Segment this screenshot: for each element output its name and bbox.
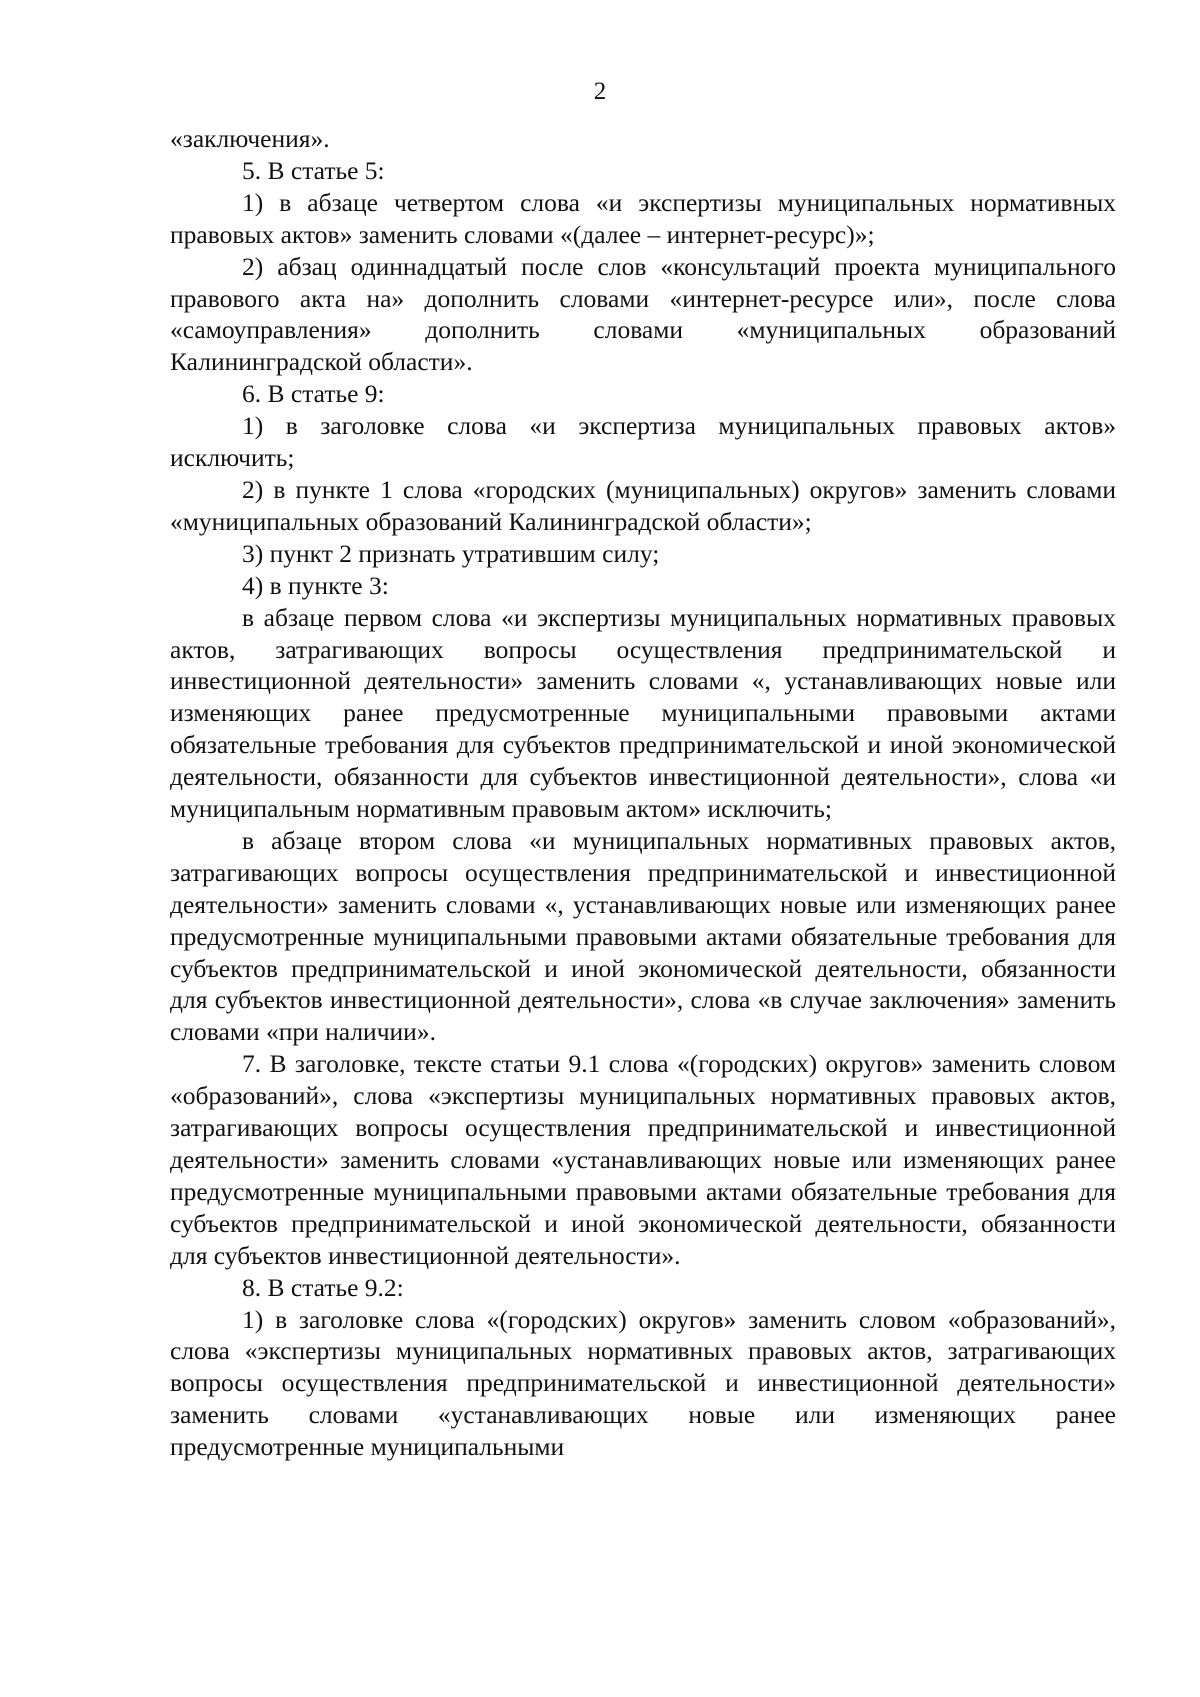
paragraph: 8. В статье 9.2: (242, 1272, 404, 1302)
page-number: 2 (593, 78, 607, 105)
paragraph: 1) в абзаце четвертом слова «и экспертизы муниципальных нормативных правовых актов» заменить словами «(далее – интернет-ресурс)»; (170, 187, 1116, 249)
paragraph: 4) в пункте 3: (242, 570, 389, 600)
paragraph: 2) в пункте 1 слова «городских (муниципальных) округов» заменить словами «муниципальных образований Калининградской области»; (170, 474, 1116, 536)
paragraph: 7. В заголовке, тексте статьи 9.1 слова «(городских) округов» заменить словом «образований», слова «экспертизы муниципальных нормативных правовых актов, затрагивающих вопросы осуществления предпринимательской и инвестиционной деятельности» заменить словами «устанавливающих новые или изменяющих ранее предусмотренные муниципальными правовыми актами обязательные требования для субъектов предпринимательской и иной экономической деятельности, обязанности для субъектов инвестиционной деятельности». (170, 1049, 1116, 1270)
paragraph: 2) абзац одиннадцатый после слов «консультаций проекта муниципального правового акта на» дополнить словами «интернет-ресурсе или», после слова «самоуправления» дополнить словами «муниципальных образований Калининградской области». (170, 251, 1116, 377)
paragraph: 3) пункт 2 признать утратившим силу; (242, 538, 660, 568)
document-body (170, 123, 1116, 1463)
paragraph: в абзаце первом слова «и экспертизы муниципальных нормативных правовых актов, затрагивающих вопросы осуществления предпринимательской и инвестиционной деятельности» заменить словами «, устанавливающих новые или изменяющих ранее предусмотренные муниципальными правовыми актами обязательные требования для субъектов предпринимательской и иной экономической деятельности, обязанности для субъектов инвестиционной деятельности», слова «и муниципальным нормативным правовым актом» исключить; (170, 602, 1116, 824)
paragraph: 6. В статье 9: (242, 379, 385, 409)
paragraph: «заключения». (170, 124, 330, 153)
paragraph: 1) в заголовке слова «(городских) округов» заменить словом «образований», слова «экспертизы муниципальных нормативных правовых актов, затрагивающих вопросы осуществления предпринимательской и инвестиционной деятельности» заменить словами «устанавливающих новые или изменяющих ранее предусмотренные муниципальными (170, 1304, 1116, 1462)
paragraph: 1) в заголовке слова «и экспертиза муниципальных правовых актов» исключить; (170, 411, 1116, 473)
paragraph: в абзаце втором слова «и муниципальных нормативных правовых актов, затрагивающих вопросы осуществления предпринимательской и инвестиционной деятельности» заменить словами «, устанавливающих новые или изменяющих ранее предусмотренные муниципальными правовыми актами обязательные требования для субъектов предпринимательской и иной экономической деятельности, обязанности для субъектов инвестиционной деятельности», слова «в случае заключения» заменить словами «при наличии». (170, 825, 1116, 1047)
paragraph: 5. В статье 5: (242, 155, 385, 185)
